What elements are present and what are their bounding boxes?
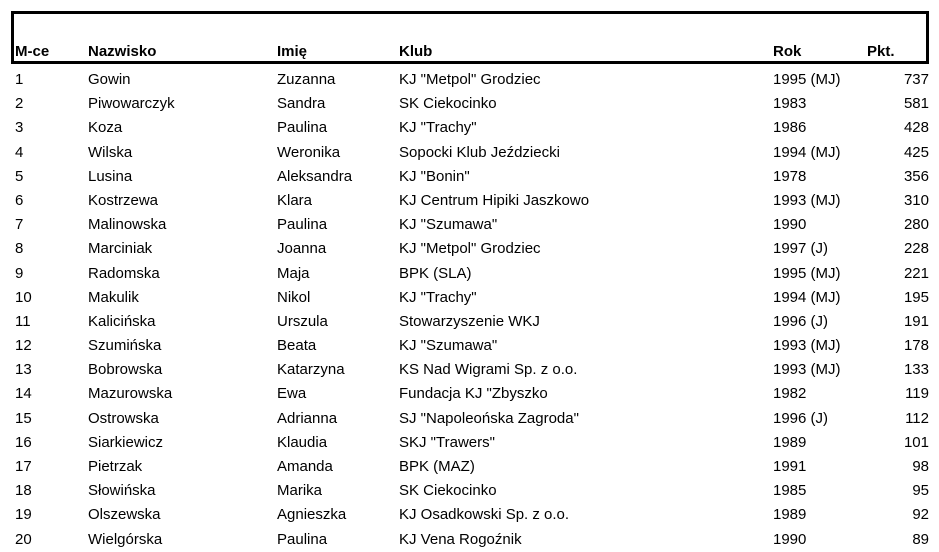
cell-points: 95 <box>912 482 929 500</box>
cell-first-name: Maja <box>277 264 310 282</box>
cell-club: KJ "Trachy" <box>399 288 477 306</box>
cell-last-name: Kalicińska <box>88 312 156 330</box>
cell-year: 1993 (MJ) <box>773 191 841 209</box>
cell-year: 1997 (J) <box>773 240 829 258</box>
cell-points: 112 <box>905 409 929 427</box>
table-body <box>0 68 939 552</box>
cell-points: 428 <box>903 119 929 137</box>
table-row <box>0 310 939 334</box>
cell-club: Sopocki Klub Jeździecki <box>399 143 560 161</box>
cell-club: KJ Osadkowski Sp. z o.o. <box>399 506 570 524</box>
cell-position: 14 <box>15 385 32 403</box>
cell-first-name: Sandra <box>277 95 326 113</box>
cell-position: 6 <box>15 191 24 209</box>
cell-position: 9 <box>15 264 24 282</box>
header-club: Klub <box>399 43 433 60</box>
cell-position: 8 <box>15 240 24 258</box>
cell-year: 1989 <box>773 506 807 524</box>
cell-position: 2 <box>15 95 24 113</box>
table-row <box>0 165 939 189</box>
cell-last-name: Pietrzak <box>88 458 143 475</box>
cell-last-name: Wilska <box>88 143 133 161</box>
cell-club: SJ "Napoleońska Zagroda" <box>399 409 579 427</box>
cell-first-name: Aleksandra <box>277 167 353 185</box>
cell-last-name: Mazurowska <box>88 385 173 403</box>
cell-year: 1983 <box>773 95 807 113</box>
cell-club: KJ Centrum Hipiki Jaszkowo <box>399 191 590 209</box>
header-last-name: Nazwisko <box>88 43 157 60</box>
cell-points: 92 <box>912 506 929 524</box>
table-header <box>0 43 939 65</box>
cell-points: 356 <box>903 167 929 185</box>
cell-points: 191 <box>903 312 929 330</box>
table-row <box>0 503 939 527</box>
cell-position: 3 <box>15 119 24 137</box>
table-row <box>0 262 939 286</box>
cell-points: 737 <box>903 71 929 88</box>
cell-year: 1989 <box>773 433 807 451</box>
cell-first-name: Paulina <box>277 119 328 137</box>
cell-position: 15 <box>15 409 32 427</box>
cell-year: 1978 <box>773 167 807 185</box>
cell-first-name: Paulina <box>277 530 328 548</box>
cell-year: 1985 <box>773 482 807 500</box>
table-row <box>0 528 939 552</box>
cell-first-name: Zuzanna <box>277 71 336 88</box>
cell-first-name: Weronika <box>277 143 341 161</box>
cell-club: SKJ "Trawers" <box>399 433 495 451</box>
cell-club: SK Ciekocinko <box>399 482 497 500</box>
cell-points: 89 <box>912 530 929 548</box>
cell-points: 178 <box>903 337 929 355</box>
cell-year: 1996 (J) <box>773 409 829 427</box>
cell-last-name: Koza <box>88 119 123 137</box>
table-row <box>0 431 939 455</box>
cell-year: 1994 (MJ) <box>773 288 841 306</box>
cell-position: 10 <box>15 288 32 306</box>
table-row <box>0 358 939 382</box>
cell-last-name: Gowin <box>88 71 131 88</box>
table-row <box>0 116 939 140</box>
cell-first-name: Joanna <box>277 240 327 258</box>
cell-club: KJ "Szumawa" <box>399 216 498 234</box>
cell-year: 1986 <box>773 119 807 137</box>
cell-first-name: Urszula <box>277 312 328 330</box>
cell-position: 1 <box>15 71 24 88</box>
cell-last-name: Radomska <box>88 264 160 282</box>
header-first-name: Imię <box>277 43 308 60</box>
cell-club: KJ "Metpol" Grodziec <box>399 240 541 258</box>
cell-first-name: Paulina <box>277 216 328 234</box>
cell-last-name: Szumińska <box>88 337 162 355</box>
header-position: M-ce <box>15 43 50 60</box>
cell-points: 101 <box>903 433 929 451</box>
cell-club: Stowarzyszenie WKJ <box>399 312 540 330</box>
cell-last-name: Ostrowska <box>88 409 159 427</box>
cell-last-name: Makulik <box>88 288 139 306</box>
cell-last-name: Olszewska <box>88 506 161 524</box>
table-row <box>0 141 939 165</box>
cell-last-name: Bobrowska <box>88 361 163 379</box>
cell-year: 1993 (MJ) <box>773 337 841 355</box>
table-row <box>0 479 939 503</box>
cell-club: KJ Vena Rogoźnik <box>399 530 522 548</box>
cell-first-name: Klara <box>277 191 313 209</box>
cell-position: 16 <box>15 433 32 451</box>
table-row <box>0 382 939 406</box>
table-row <box>0 189 939 213</box>
cell-points: 98 <box>912 458 929 475</box>
cell-last-name: Lusina <box>88 167 133 185</box>
cell-club: BPK (MAZ) <box>399 458 475 475</box>
table-row <box>0 237 939 261</box>
cell-year: 1990 <box>773 530 807 548</box>
table-row <box>0 213 939 237</box>
cell-first-name: Amanda <box>277 458 333 475</box>
cell-position: 7 <box>15 216 24 234</box>
cell-club: KJ "Szumawa" <box>399 337 498 355</box>
cell-last-name: Siarkiewicz <box>88 433 164 451</box>
cell-points: 119 <box>905 385 929 403</box>
cell-last-name: Malinowska <box>88 216 167 234</box>
cell-position: 5 <box>15 167 24 185</box>
table-row <box>0 334 939 358</box>
cell-club: SK Ciekocinko <box>399 95 497 113</box>
table-row <box>0 68 939 92</box>
cell-year: 1990 <box>773 216 807 234</box>
cell-first-name: Katarzyna <box>277 361 345 379</box>
table-row <box>0 92 939 116</box>
cell-points: 425 <box>903 143 929 161</box>
cell-club: Fundacja KJ "Zbyszko <box>399 385 548 403</box>
cell-year: 1991 <box>773 458 807 475</box>
cell-position: 19 <box>15 506 32 524</box>
cell-last-name: Marciniak <box>88 240 153 258</box>
cell-club: KJ "Bonin" <box>399 167 470 185</box>
cell-first-name: Nikol <box>277 288 311 306</box>
cell-points: 581 <box>903 95 929 113</box>
cell-last-name: Kostrzewa <box>88 191 159 209</box>
cell-points: 280 <box>903 216 929 234</box>
cell-year: 1995 (MJ) <box>773 71 841 88</box>
cell-year: 1995 (MJ) <box>773 264 841 282</box>
header-points: Pkt. <box>867 43 895 60</box>
header-year: Rok <box>773 43 802 60</box>
table-row <box>0 407 939 431</box>
cell-club: BPK (SLA) <box>399 264 472 282</box>
table-row <box>0 286 939 310</box>
table-row <box>0 455 939 479</box>
cell-year: 1982 <box>773 385 807 403</box>
cell-points: 221 <box>903 264 929 282</box>
cell-year: 1994 (MJ) <box>773 143 841 161</box>
cell-year: 1996 (J) <box>773 312 829 330</box>
cell-position: 20 <box>15 530 32 548</box>
cell-first-name: Beata <box>277 337 317 355</box>
cell-first-name: Marika <box>277 482 323 500</box>
cell-position: 4 <box>15 143 24 161</box>
cell-position: 18 <box>15 482 32 500</box>
cell-last-name: Wielgórska <box>88 530 163 548</box>
cell-position: 17 <box>15 458 32 475</box>
cell-points: 133 <box>903 361 929 379</box>
cell-club: KJ "Metpol" Grodziec <box>399 71 541 88</box>
cell-position: 12 <box>15 337 32 355</box>
cell-last-name: Piwowarczyk <box>88 95 175 113</box>
cell-year: 1993 (MJ) <box>773 361 841 379</box>
cell-position: 11 <box>15 312 31 330</box>
cell-last-name: Słowińska <box>88 482 156 500</box>
cell-first-name: Agnieszka <box>277 506 347 524</box>
cell-first-name: Ewa <box>277 385 307 403</box>
cell-points: 310 <box>903 191 929 209</box>
cell-points: 195 <box>903 288 929 306</box>
cell-points: 228 <box>903 240 929 258</box>
cell-club: KS Nad Wigrami Sp. z o.o. <box>399 361 578 379</box>
cell-first-name: Adrianna <box>277 409 338 427</box>
cell-first-name: Klaudia <box>277 433 328 451</box>
cell-club: KJ "Trachy" <box>399 119 477 137</box>
cell-position: 13 <box>15 361 32 379</box>
